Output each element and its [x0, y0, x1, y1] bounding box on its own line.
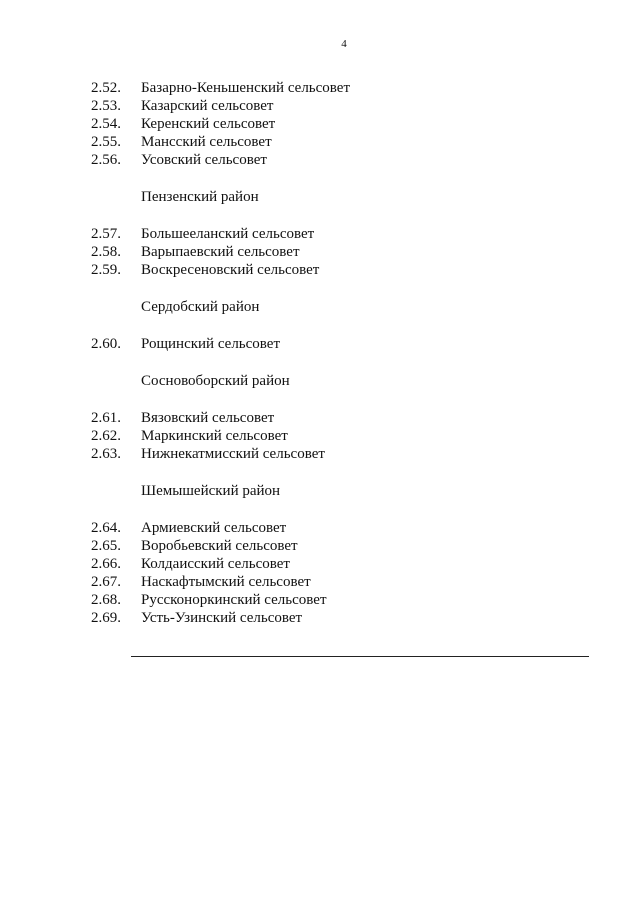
- list-group: [91, 79, 611, 169]
- item-name: Маркинский сельсовет: [141, 428, 288, 444]
- item-name: Казарский сельсовет: [141, 98, 274, 114]
- list-item: [91, 243, 611, 261]
- item-name: Руссконоркинский сельсовет: [141, 592, 327, 608]
- list-item: [91, 335, 611, 353]
- list-item: [91, 151, 611, 169]
- item-number: 2.53.: [91, 98, 121, 114]
- item-name: Воскресеновский сельсовет: [141, 262, 320, 278]
- item-number: 2.64.: [91, 520, 121, 536]
- district-heading: Пензенский район: [141, 189, 259, 205]
- item-name: Воробьевский сельсовет: [141, 538, 298, 554]
- list-item: [91, 115, 611, 133]
- list-item: [91, 573, 611, 591]
- item-number: 2.67.: [91, 574, 121, 590]
- item-number: 2.57.: [91, 226, 121, 242]
- item-number: 2.68.: [91, 592, 121, 608]
- item-number: 2.61.: [91, 410, 121, 426]
- district-heading: Сердобский район: [141, 299, 260, 315]
- item-number: 2.55.: [91, 134, 121, 150]
- item-name: Вязовский сельсовет: [141, 410, 275, 426]
- list-item: [91, 609, 611, 627]
- district-heading: Шемышейский район: [141, 483, 281, 499]
- item-number: 2.65.: [91, 538, 121, 554]
- district-heading: Сосновоборский район: [141, 373, 290, 389]
- item-name: Варыпаевский сельсовет: [141, 244, 300, 260]
- list-item: [91, 555, 611, 573]
- item-name: Армиевский сельсовет: [141, 520, 287, 536]
- item-name: Базарно-Кеньшенский сельсовет: [141, 80, 351, 96]
- list-item: [91, 409, 611, 427]
- item-number: 2.58.: [91, 244, 121, 260]
- item-name: Наскафтымский сельсовет: [141, 574, 311, 590]
- item-number: 2.62.: [91, 428, 121, 444]
- list-item: [91, 591, 611, 609]
- item-number: 2.56.: [91, 152, 121, 168]
- document-body: [91, 79, 611, 627]
- list-group: [91, 372, 611, 463]
- item-name: Нижнекатмисский сельсовет: [141, 446, 325, 462]
- item-number: 2.63.: [91, 446, 121, 462]
- list-item: [91, 519, 611, 537]
- list-item: [91, 445, 611, 463]
- list-group: [91, 298, 611, 353]
- item-number: 2.60.: [91, 336, 121, 352]
- list-item: [91, 97, 611, 115]
- item-number: 2.52.: [91, 80, 121, 96]
- list-item: [91, 133, 611, 151]
- list-item: [91, 225, 611, 243]
- item-number: 2.66.: [91, 556, 121, 572]
- page-number: 4: [341, 38, 347, 50]
- item-number: 2.54.: [91, 116, 121, 132]
- item-name: Усть-Узинский сельсовет: [141, 610, 303, 626]
- item-name: Рощинский сельсовет: [141, 336, 281, 352]
- list-item: [91, 537, 611, 555]
- end-of-list-rule: [131, 656, 589, 657]
- list-item: [91, 261, 611, 279]
- list-group: [91, 188, 611, 279]
- list-item: [91, 427, 611, 445]
- item-number: 2.69.: [91, 610, 121, 626]
- item-name: Керенский сельсовет: [141, 116, 276, 132]
- item-name: Большееланский сельсовет: [141, 226, 315, 242]
- item-name: Мансский сельсовет: [141, 134, 272, 150]
- list-group: [91, 482, 611, 627]
- item-name: Колдаисский сельсовет: [141, 556, 290, 572]
- item-number: 2.59.: [91, 262, 121, 278]
- item-name: Усовский сельсовет: [141, 152, 267, 168]
- list-item: [91, 79, 611, 97]
